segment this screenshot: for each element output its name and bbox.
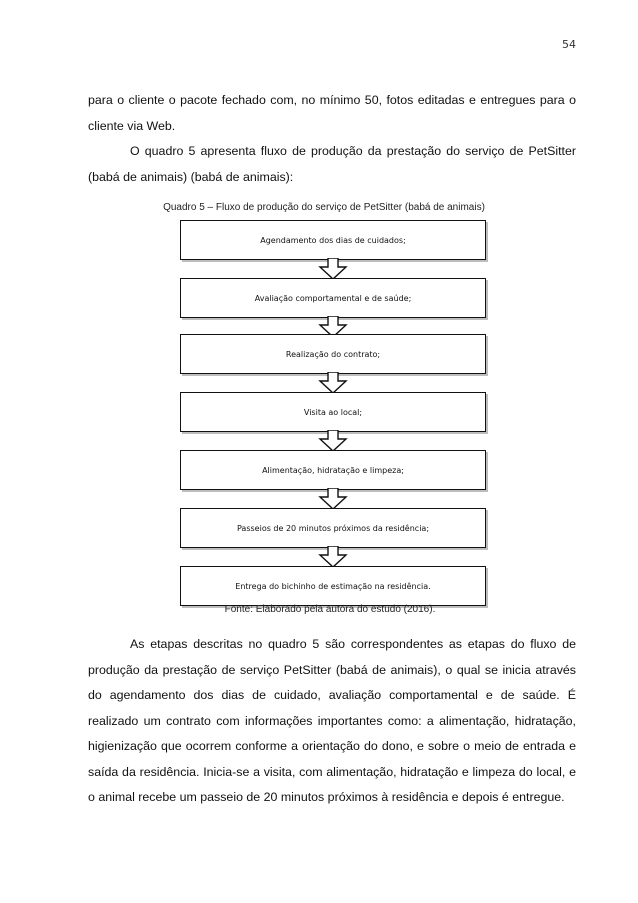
down-arrow-icon <box>318 430 348 452</box>
flow-step-delivery: Entrega do bichinho de estimação na residência. <box>180 566 486 606</box>
down-arrow-icon <box>318 546 348 568</box>
flow-step-walk: Passeios de 20 minutos próximos da residência; <box>180 508 486 548</box>
figure-caption: Quadro 5 – Fluxo de produção do serviço de PetSitter (babá de animais) <box>163 202 485 213</box>
flow-step-feeding: Alimentação, hidratação e limpeza; <box>180 450 486 490</box>
paragraph-intro: para o cliente o pacote fechado com, no mínimo 50, fotos editadas e entregues para o cliente via Web. <box>88 93 576 133</box>
flow-step-evaluation: Avaliação comportamental e de saúde; <box>180 278 486 318</box>
page-number: 54 <box>562 38 576 51</box>
down-arrow-icon <box>318 372 348 394</box>
figure-source: Fonte: Elaborado pela autora do estudo (2016). <box>224 604 436 615</box>
paragraph-quadro-reference: O quadro 5 apresenta fluxo de produção da prestação do serviço de PetSitter (babá de animais) (babá de animais): <box>88 144 576 184</box>
down-arrow-icon <box>318 258 348 280</box>
flow-step-contract: Realização do contrato; <box>180 334 486 374</box>
flow-step-scheduling: Agendamento dos dias de cuidados; <box>180 220 486 260</box>
down-arrow-icon <box>318 488 348 510</box>
paragraph-description: As etapas descritas no quadro 5 são correspondentes as etapas do fluxo de produção da prestação de serviço PetSitter (babá de animais), o qual se inicia através do agendamento dos dias de cuidado, avaliação comportamental e de saúde. É realizado um contrato com informações importantes como: a alimentação, hidratação, higienização que ocorrem conforme a orientação do dono, e sobre o meio de entrada e saída da residência. Inicia-se a visita, com alimentação, hidratação e limpeza do local, e o animal recebe um passeio de 20 minutos próximos à residência e depois é entregue. <box>88 637 576 804</box>
flow-step-visit: Visita ao local; <box>180 392 486 432</box>
